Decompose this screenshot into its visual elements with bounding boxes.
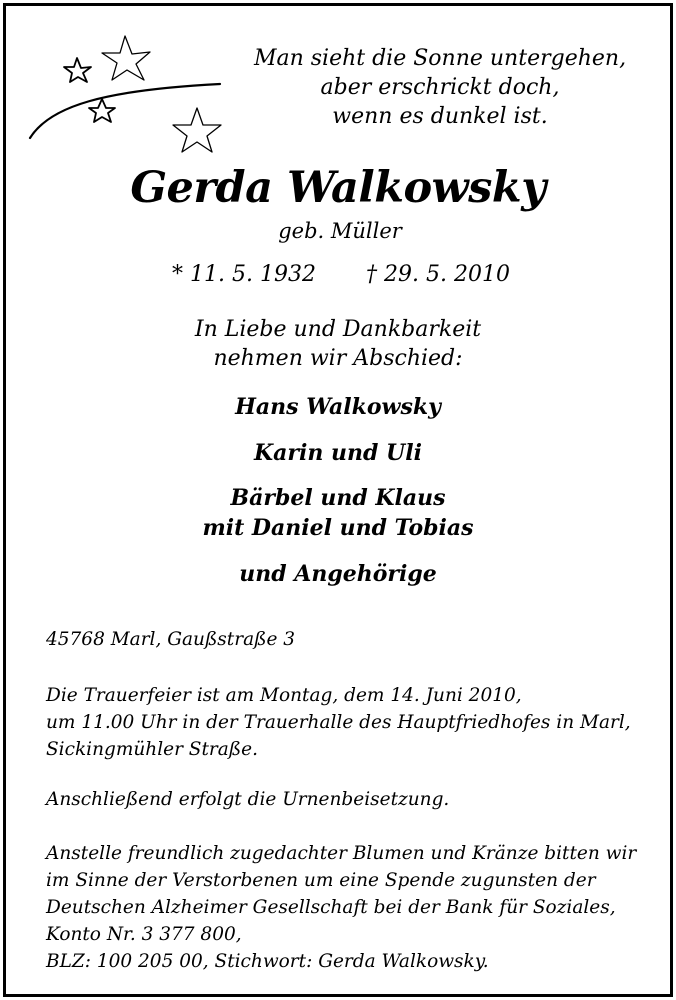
- farewell-line: nehmen wir Abschied:: [213, 346, 463, 371]
- donation-line: Konto Nr. 3 377 800,: [46, 924, 242, 945]
- ceremony-line: Die Trauerfeier ist am Montag, dem 14. Juni 2010,: [46, 685, 522, 706]
- birth-date: * 11. 5. 1932: [172, 262, 316, 287]
- motto-line: wenn es dunkel ist.: [332, 104, 548, 129]
- ceremony-line: um 11.00 Uhr in der Trauerhalle des Hauptfriedhofes in Marl,: [46, 712, 631, 733]
- donation-line: Anstelle freundlich zugedachter Blumen und Kränze bitten wir: [46, 843, 637, 864]
- motto-quote: [230, 44, 650, 131]
- motto-line: Man sieht die Sonne untergehen,: [253, 46, 627, 71]
- mourner-relatives: und Angehörige: [239, 561, 437, 587]
- mourner-line: mit Daniel und Tobias: [202, 515, 474, 541]
- mourner-line: Bärbel und Klaus: [230, 485, 446, 511]
- family-address: 45768 Marl, Gaußstraße 3: [46, 629, 296, 650]
- donation-line: BLZ: 100 205 00, Stichwort: Gerda Walkowsky.: [46, 951, 489, 972]
- burial-info: Anschließend erfolgt die Urnenbeisetzung.: [46, 789, 450, 810]
- farewell-text: [0, 315, 676, 373]
- donation-line: Deutschen Alzheimer Gesellschaft bei der Bank für Soziales,: [46, 897, 616, 918]
- donation-info: [46, 840, 666, 975]
- donation-line: im Sinne der Verstorbenen um eine Spende zugunsten der: [46, 870, 596, 891]
- ceremony-line: Sickingmühler Straße.: [46, 739, 258, 760]
- death-date: † 29. 5. 2010: [366, 262, 510, 287]
- mourner-baerbel-klaus: [0, 483, 676, 543]
- mourner-karin-uli: Karin und Uli: [254, 440, 422, 466]
- deceased-name: Gerda Walkowsky: [130, 163, 546, 213]
- motto-line: aber erschrickt doch,: [320, 75, 560, 100]
- mourner-hans: Hans Walkowsky: [235, 394, 441, 420]
- maiden-name: geb. Müller: [278, 219, 402, 243]
- ceremony-info: [46, 682, 666, 763]
- shooting-stars-icon: [22, 28, 232, 168]
- farewell-line: In Liebe und Dankbarkeit: [194, 317, 482, 342]
